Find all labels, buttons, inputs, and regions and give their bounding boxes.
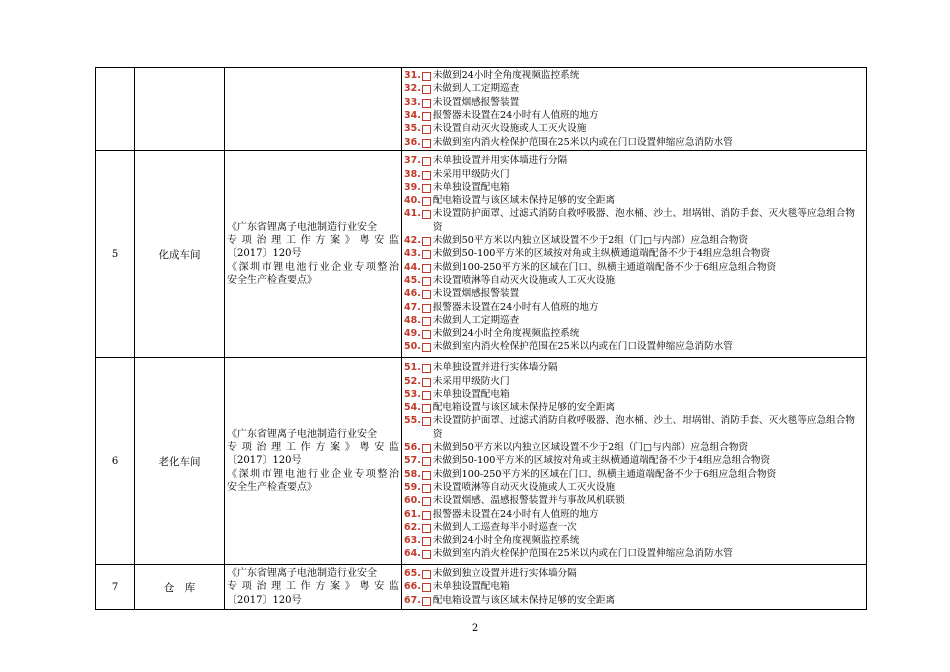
list-item xyxy=(404,594,864,607)
checkbox-icon[interactable] xyxy=(422,157,431,166)
list-item xyxy=(404,494,864,507)
item-number: 66. xyxy=(404,581,421,593)
checkbox-icon[interactable] xyxy=(422,457,431,466)
workshop-name xyxy=(135,68,225,151)
page-number: 2 xyxy=(471,623,479,634)
list-item xyxy=(404,194,864,207)
inspection-table xyxy=(95,67,867,610)
item-text: 未做到24小时全角度视频监控系统 xyxy=(432,535,580,547)
item-number: 64. xyxy=(404,548,421,560)
checkbox-icon[interactable] xyxy=(422,317,431,326)
list-item xyxy=(404,468,864,481)
checkbox-icon[interactable] xyxy=(422,537,431,546)
item-number: 57. xyxy=(404,455,421,467)
item-text: 未单独设置配电箱 xyxy=(432,581,510,593)
table-row xyxy=(96,151,867,358)
item-text: 未设置喷淋等自动灭火设施或人工灭火设施 xyxy=(432,481,616,493)
item-number: 48. xyxy=(404,314,421,326)
item-text: 配电箱设置与该区域未保持足够的安全距离 xyxy=(432,402,616,414)
basis-line: 〔2017〕120号 xyxy=(227,455,302,467)
item-number: 32. xyxy=(404,83,421,95)
table-row xyxy=(96,358,867,565)
checkbox-icon[interactable] xyxy=(422,417,431,426)
checkbox-icon[interactable] xyxy=(422,85,431,94)
item-number: 50. xyxy=(404,341,421,353)
item-text: 未单独设置配电箱 xyxy=(432,388,510,400)
checkbox-icon[interactable] xyxy=(422,99,431,108)
regulation-basis xyxy=(225,151,402,358)
list-item xyxy=(404,401,864,414)
list-item xyxy=(404,567,864,580)
item-text: 未做到50-100平方米的区域按对角或主纵横通道端配备不少于4组应急组合物资 xyxy=(432,455,771,467)
item-number: 60. xyxy=(404,495,421,507)
hazard-items xyxy=(402,68,867,151)
item-number: 62. xyxy=(404,521,421,533)
checkbox-icon[interactable] xyxy=(422,171,431,180)
item-text: 未做到100-250平方米的区域在门口、纵横主通道端配备不少于6组应急组合物资 xyxy=(432,261,777,273)
list-item xyxy=(404,274,864,287)
checkbox-icon[interactable] xyxy=(422,139,431,148)
list-item xyxy=(404,122,864,135)
item-text: 未做到24小时全角度视频监控系统 xyxy=(432,328,580,340)
item-number: 65. xyxy=(404,568,421,580)
item-text: 未做到室内消火栓保护范围在25米以内或在门口设置伸缩应急消防水管 xyxy=(432,341,733,353)
basis-line: 专项治理工作方案》粤安监 xyxy=(227,235,399,247)
item-number: 42. xyxy=(404,235,421,247)
checkbox-icon[interactable] xyxy=(422,497,431,506)
basis-line: 安全生产检查要点》 xyxy=(227,274,317,286)
workshop-name: 仓 库 xyxy=(135,565,225,610)
basis-line: 〔2017〕120号 xyxy=(227,248,302,260)
basis-line: 〔2017〕120号 xyxy=(227,594,302,606)
table-row xyxy=(96,565,867,610)
hazard-items xyxy=(402,151,867,358)
item-number: 56. xyxy=(404,442,421,454)
row-number: 6 xyxy=(96,358,135,565)
list-item xyxy=(404,521,864,534)
checkbox-icon[interactable] xyxy=(422,391,431,400)
list-item xyxy=(404,207,864,234)
item-text: 未做到独立设置并进行实体墙分隔 xyxy=(432,568,577,580)
basis-line: 《广东省锂离子电池制造行业安全 xyxy=(227,428,377,440)
item-text: 配电箱设置与该区域未保持足够的安全距离 xyxy=(432,195,616,207)
row-number: 7 xyxy=(96,565,135,610)
row-number xyxy=(96,68,135,151)
checkbox-icon[interactable] xyxy=(422,264,431,273)
item-number: 59. xyxy=(404,481,421,493)
checkbox-icon[interactable] xyxy=(422,364,431,373)
checkbox-icon[interactable] xyxy=(422,112,431,121)
list-item xyxy=(404,247,864,260)
list-item xyxy=(404,287,864,300)
item-text: 未设置自动灭火设施或人工灭火设施 xyxy=(432,123,587,135)
list-item xyxy=(404,234,864,247)
basis-line: 《广东省锂离子电池制造行业安全 xyxy=(227,221,377,233)
item-text: 未做到24小时全角度视频监控系统 xyxy=(432,70,580,82)
list-item xyxy=(404,327,864,340)
list-item xyxy=(404,301,864,314)
checkbox-icon[interactable] xyxy=(422,125,431,134)
item-number: 53. xyxy=(404,388,421,400)
list-item xyxy=(404,454,864,467)
item-number: 46. xyxy=(404,288,421,300)
list-item xyxy=(404,314,864,327)
regulation-basis xyxy=(225,68,402,151)
item-number: 54. xyxy=(404,402,421,414)
item-text: 未采用甲级防火门 xyxy=(432,375,510,387)
item-number: 34. xyxy=(404,110,421,121)
checkbox-icon[interactable] xyxy=(422,210,431,219)
item-number: 37. xyxy=(404,155,421,167)
hazard-items xyxy=(402,565,867,610)
list-item xyxy=(404,481,864,494)
checkbox-icon[interactable] xyxy=(422,184,431,193)
checkbox-icon[interactable] xyxy=(422,444,431,453)
item-text: 未设置喷淋等自动灭火设施或人工灭火设施 xyxy=(432,274,616,286)
checkbox-icon[interactable] xyxy=(422,404,431,413)
item-text: 未做到100-250平方米的区域在门口、纵横主通道端配备不少于6组应急组合物资 xyxy=(432,468,777,480)
item-text: 未设置防护面罩、过滤式消防自救呼吸器、泡水桶、沙土、坩埚钳、消防手套、灭火毯等应急组合物资 xyxy=(432,415,855,440)
item-number: 41. xyxy=(404,208,421,220)
item-text: 未设置烟感报警装置 xyxy=(432,288,520,300)
row-number: 5 xyxy=(96,151,135,358)
item-number: 35. xyxy=(404,123,421,135)
checkbox-icon[interactable] xyxy=(422,343,431,352)
item-text: 报警器未设置在24小时有人值班的地方 xyxy=(432,110,599,121)
regulation-basis xyxy=(225,565,402,610)
list-item xyxy=(404,534,864,547)
item-number: 36. xyxy=(404,136,421,148)
item-text: 未设置防护面罩、过滤式消防自救呼吸器、泡水桶、沙土、坩埚钳、消防手套、灭火毯等应急组合物资 xyxy=(432,208,855,233)
item-number: 52. xyxy=(404,375,421,387)
item-text: 未单独设置配电箱 xyxy=(432,181,510,193)
list-item xyxy=(404,340,864,353)
item-text: 未做到人工定期巡查 xyxy=(432,314,520,326)
list-item xyxy=(404,414,864,441)
item-number: 67. xyxy=(404,594,421,606)
basis-line: 《深圳市锂电池行业企业专项整治 xyxy=(227,261,399,273)
checkbox-icon[interactable] xyxy=(422,471,431,480)
list-item xyxy=(404,375,864,388)
list-item xyxy=(404,547,864,560)
regulation-basis xyxy=(225,358,402,565)
list-item xyxy=(404,69,864,82)
checkbox-icon[interactable] xyxy=(422,597,431,606)
item-number: 61. xyxy=(404,508,421,520)
item-number: 31. xyxy=(404,70,421,82)
list-item xyxy=(404,109,864,122)
item-number: 49. xyxy=(404,328,421,340)
basis-line: 安全生产检查要点》 xyxy=(227,481,317,493)
item-number: 38. xyxy=(404,168,421,180)
item-text: 未设置烟感报警装置 xyxy=(432,96,520,108)
checkbox-icon[interactable] xyxy=(422,197,431,206)
item-number: 47. xyxy=(404,301,421,313)
basis-line: 专项治理工作方案》粤安监 xyxy=(227,581,399,593)
checkbox-icon[interactable] xyxy=(422,583,431,592)
item-text: 配电箱设置与该区域未保持足够的安全距离 xyxy=(432,594,616,606)
item-text: 未采用甲级防火门 xyxy=(432,168,510,180)
checkbox-icon[interactable] xyxy=(422,290,431,299)
item-text: 未做到室内消火栓保护范围在25米以内或在门口设置伸缩应急消防水管 xyxy=(432,548,733,560)
item-text: 未单独设置并进行实体墙分隔 xyxy=(432,362,558,374)
list-item xyxy=(404,388,864,401)
checkbox-icon[interactable] xyxy=(422,524,431,533)
item-number: 43. xyxy=(404,248,421,260)
basis-line: 《广东省锂离子电池制造行业安全 xyxy=(227,568,377,580)
hazard-items xyxy=(402,358,867,565)
item-text: 未设置烟感、温感报警装置并与事故风机联锁 xyxy=(432,495,625,507)
item-text: 未做到50平方米以内独立区域设置不少于2组（门□与内部）应急组合物资 xyxy=(432,235,749,247)
checkbox-icon[interactable] xyxy=(422,237,431,246)
checkbox-icon[interactable] xyxy=(422,277,431,286)
item-number: 63. xyxy=(404,535,421,547)
checkbox-icon[interactable] xyxy=(422,511,431,520)
item-number: 33. xyxy=(404,96,421,108)
item-text: 未做到室内消火栓保护范围在25米以内或在门口设置伸缩应急消防水管 xyxy=(432,136,733,148)
item-number: 58. xyxy=(404,468,421,480)
checkbox-icon[interactable] xyxy=(422,330,431,339)
item-text: 未做到人工巡查每半小时巡查一次 xyxy=(432,521,577,533)
list-item xyxy=(404,96,864,109)
list-item xyxy=(404,136,864,149)
checkbox-icon[interactable] xyxy=(422,250,431,259)
list-item xyxy=(404,361,864,374)
item-text: 未做到50-100平方米的区域按对角或主纵横通道端配备不少于4组应急组合物资 xyxy=(432,248,771,260)
item-number: 44. xyxy=(404,261,421,273)
checkbox-icon[interactable] xyxy=(422,304,431,313)
item-number: 45. xyxy=(404,274,421,286)
list-item xyxy=(404,261,864,274)
checkbox-icon[interactable] xyxy=(422,570,431,579)
item-number: 55. xyxy=(404,415,421,427)
item-number: 39. xyxy=(404,181,421,193)
basis-line: 《深圳市锂电池行业企业专项整治 xyxy=(227,468,399,480)
item-text: 未单独设置并用实体墙进行分隔 xyxy=(432,155,568,167)
workshop-name: 老化车间 xyxy=(135,358,225,565)
list-item xyxy=(404,441,864,454)
list-item xyxy=(404,508,864,521)
list-item xyxy=(404,154,864,167)
checkbox-icon[interactable] xyxy=(422,484,431,493)
table-row xyxy=(96,68,867,151)
checkbox-icon[interactable] xyxy=(422,378,431,387)
checkbox-icon[interactable] xyxy=(422,550,431,559)
list-item xyxy=(404,82,864,95)
item-text: 报警器未设置在24小时有人值班的地方 xyxy=(432,301,599,313)
item-number: 40. xyxy=(404,195,421,207)
item-text: 未做到50平方米以内独立区域设置不少于2组（门□与内部）应急组合物资 xyxy=(432,442,749,454)
basis-line: 专项治理工作方案》粤安监 xyxy=(227,442,399,454)
list-item xyxy=(404,181,864,194)
item-text: 未做到人工定期巡查 xyxy=(432,83,520,95)
item-text: 报警器未设置在24小时有人值班的地方 xyxy=(432,508,599,520)
list-item xyxy=(404,580,864,593)
item-number: 51. xyxy=(404,362,421,374)
list-item xyxy=(404,168,864,181)
checkbox-icon[interactable] xyxy=(422,72,431,81)
workshop-name: 化成车间 xyxy=(135,151,225,358)
